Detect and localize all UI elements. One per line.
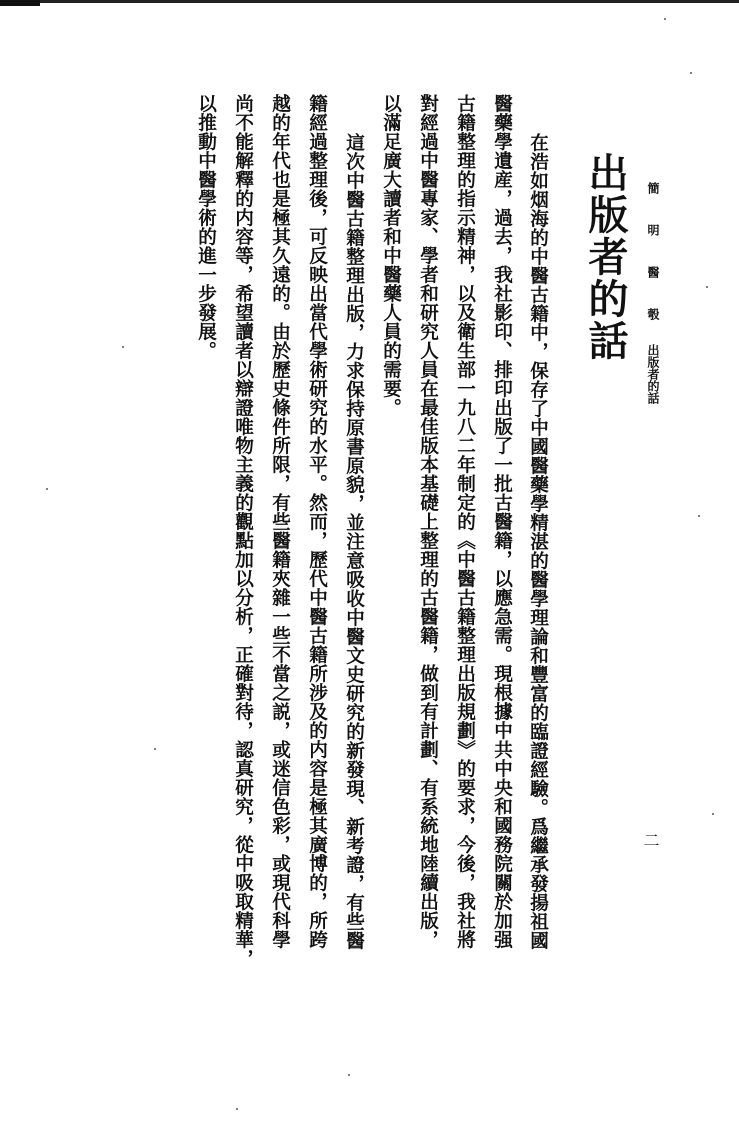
running-header-section-title: 出版者的話 (646, 344, 660, 404)
scan-speck (712, 813, 714, 815)
page-number: 二 (641, 832, 660, 848)
scan-speck (236, 1108, 238, 1110)
scan-top-border (0, 0, 739, 3)
body-column-2: 醫藥學遺産，過去，我社影印、排印出版了一批古醫籍，以應急需。現根據中共中央和國務院關於加强 (491, 94, 513, 949)
scan-speck (706, 286, 708, 288)
body-column-5: 以滿足廣大讀者和中醫藥人員的需要。 (380, 94, 402, 417)
scan-corner-mark (0, 0, 40, 6)
scan-speck (690, 72, 692, 74)
scan-speck (46, 488, 48, 490)
body-column-8: 越的年代也是極其久遠的。由於歷史條件所限，有些醫籍夾雜一些不當之説，或迷信色彩，或現代科學 (269, 94, 291, 949)
body-column-9: 尚不能解釋的内容等，希望讀者以辯證唯物主義的觀點加以分析，正確對待，認真研究，從中吸取精華， (232, 94, 254, 968)
body-column-3: 古籍整理的指示精神，以及衛生部一九八二年制定的《中醫古籍整理出版規劃》的要求，今後，我社將 (454, 94, 476, 949)
body-column-7: 籍經過整理後，可反映出當代學術研究的水平。然而，歷代中醫古籍所涉及的内容是極其廣博的，所跨 (306, 94, 328, 949)
body-column-6: 這次中醫古籍整理出版，力求保持原書原貌，並注意吸收中醫文史研究的新發現、新考證，有些醫 (343, 133, 365, 950)
scan-speck (664, 18, 666, 20)
running-header-book-title: 簡 明 醫 彀 (646, 182, 660, 328)
page-title: 出版者的話 (582, 152, 629, 362)
scan-speck (154, 748, 156, 750)
body-column-1: 在浩如烟海的中醫古籍中，保存了中國醫藥學精湛的醫學理論和豐富的臨證經驗。爲繼承發揚祖國 (527, 133, 549, 950)
scan-speck (698, 515, 700, 517)
body-column-10: 以推動中醫學術的進一步發展。 (195, 94, 217, 360)
scan-speck (348, 1074, 350, 1076)
scan-speck (122, 346, 124, 348)
body-column-4: 對經過中醫專家、學者和研究人員在最佳版本基礎上整理的古醫籍，做到有計劃、有系統地陸續出版， (417, 94, 439, 949)
